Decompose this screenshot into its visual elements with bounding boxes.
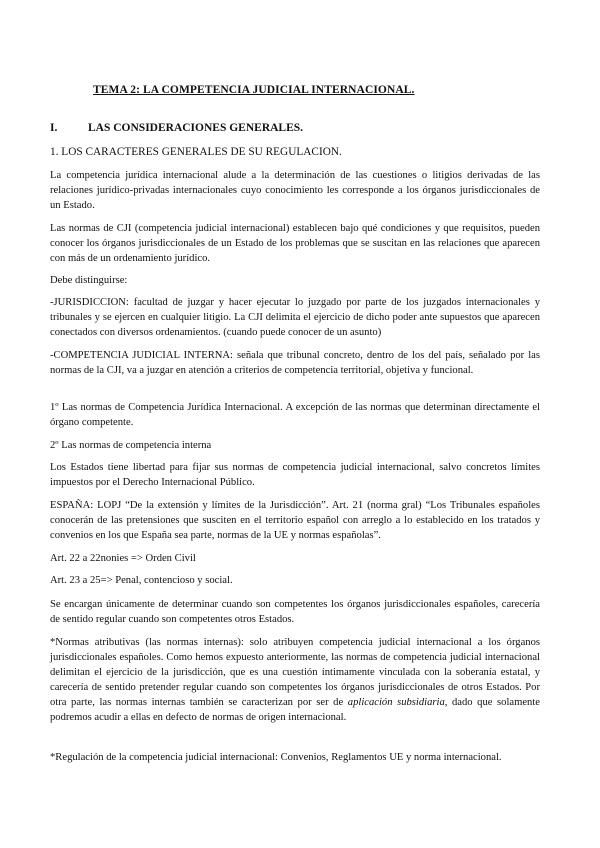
section-label: LAS CONSIDERACIONES GENERALES. bbox=[88, 122, 304, 134]
paragraph: Los Estados tiene libertad para fijar sus normas de competencia judicial internacional, salvo concretos límites impuestos por el Derecho Internacional Público. bbox=[50, 462, 540, 489]
paragraph: 1º Las normas de Competencia Jurídica Internacional. A excepción de las normas que determinan directamente el órgano competente. bbox=[50, 402, 540, 429]
subheading: 1. LOS CARACTERES GENERALES DE SU REGULACION. bbox=[50, 146, 342, 158]
paragraph: Art. 23 a 25=> Penal, contencioso y social. bbox=[50, 575, 233, 586]
paragraph: ESPAÑA: LOPJ “De la extensión y límites de la Jurisdicción”. Art. 21 (norma gral) “Los Tribunales españoles conocerán de las pretensiones que susciten en el territorio español con arreglo a lo establecido en los tratados y convenios en los que España sea parte, normas de la UE y normas españolas”. bbox=[50, 500, 540, 542]
italic-term: aplicación subsidiaria bbox=[347, 697, 445, 709]
paragraph: Debe distinguirse: bbox=[50, 275, 128, 286]
section-number: I. bbox=[50, 122, 58, 134]
paragraph-text-tail: , dado que solamente podremos acudir a ellas en defecto de normas de origen internacional. bbox=[50, 697, 540, 724]
paragraph: 2º Las normas de competencia interna bbox=[50, 440, 212, 451]
paragraph-text: *Normas atributivas (las normas internas): solo atribuyen competencia judicial internacional a los órganos jurisdiccionales españoles. Como hemos expuesto anteriormente, las normas de competencia judicial internacional delimitan el ejercicio de la jurisdicción, que es una cuestión íntimamente vinculada con la soberanía estatal, y carecería de sentido pretender regular cuando son competentes los órganos jurisdiccionales de otros Estados. Por otra parte, las normas internas también se caracterizan por ser de bbox=[50, 637, 540, 709]
paragraph: Las normas de CJI (competencia judicial internacional) establecen bajo qué condiciones y que requisitos, pueden conocer los órganos jurisdiccionales de un Estado de los problemas que se suscitan en las relaciones que aparecen con más de un ordenamiento jurídico. bbox=[50, 223, 540, 265]
page-title: TEMA 2: LA COMPETENCIA JUDICIAL INTERNACIONAL. bbox=[93, 84, 415, 96]
paragraph: *Regulación de la competencia judicial internacional: Convenios, Reglamentos UE y norma internacional. bbox=[50, 752, 502, 763]
section-heading bbox=[50, 122, 303, 134]
paragraph: Se encargan únicamente de determinar cuando son competentes los órganos jurisdiccionales españoles, carecería de sentido regular cuando son competentes otros Estados. bbox=[50, 599, 540, 626]
paragraph: Art. 22 a 22nonies => Orden Civil bbox=[50, 553, 196, 564]
paragraph: La competencia jurídica internacional alude a la determinación de las cuestiones o litigios derivadas de las relaciones jurídico-privadas internacionales cuyo conocimiento les corresponde a los órganos jurisdiccionales de un Estado. bbox=[50, 170, 540, 212]
paragraph bbox=[50, 635, 540, 726]
paragraph: -COMPETENCIA JUDICIAL INTERNA: señala que tribunal concreto, dentro de los del país, señalado por las normas de la CJI, va a juzgar en atención a criterios de competencia territorial, objetiva y funcional. bbox=[50, 350, 540, 377]
paragraph: -JURISDICCION: facultad de juzgar y hacer ejecutar lo juzgado por parte de los juzgados internacionales y tribunales y se ejercen en cualquier litigio. La CJI delimita el ejercicio de dicho poder ante supuestos que aparecen conectados con diversos ordenamientos. (cuando puede conocer de un asunto) bbox=[50, 297, 540, 339]
